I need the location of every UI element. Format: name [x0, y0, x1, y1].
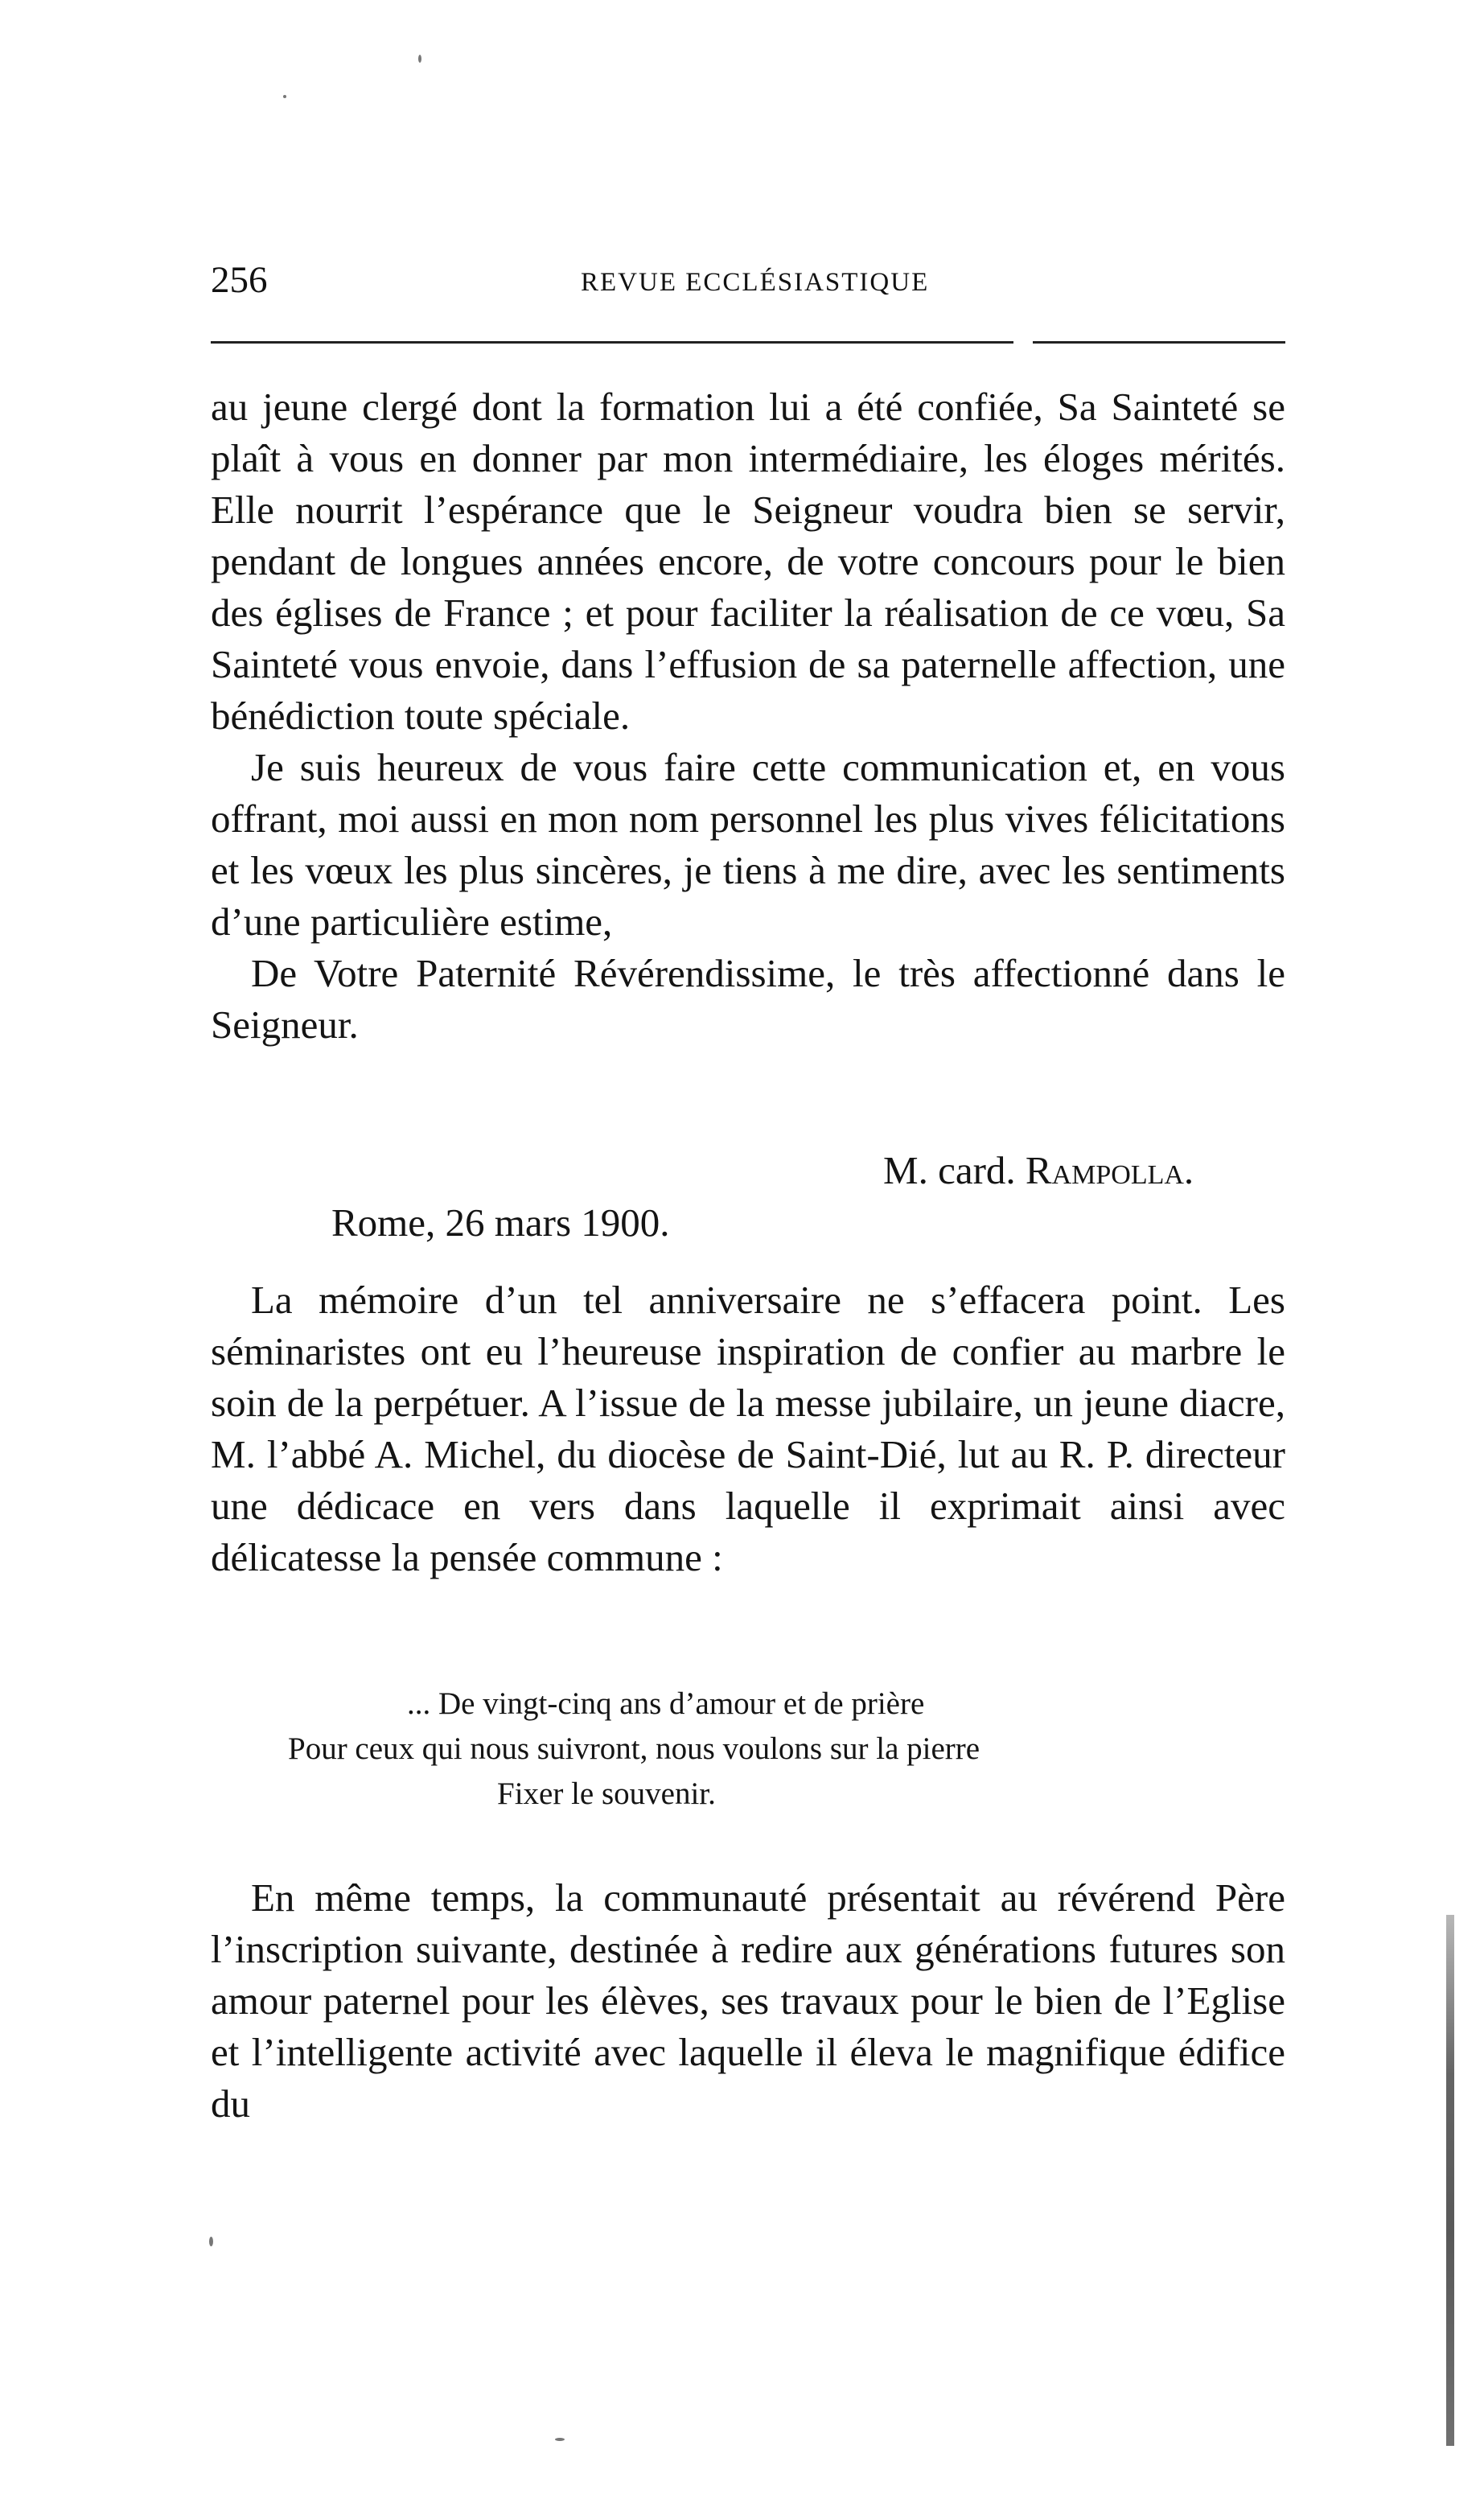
scan-speck	[209, 2237, 213, 2246]
verse-quote	[211, 1682, 1285, 1817]
page-number: 256	[211, 259, 268, 301]
verse-line-2: Pour ceux qui nous suivront, nous voulons sur la pierre	[288, 1731, 980, 1766]
header-rule-gap	[1013, 340, 1033, 346]
verse-line-3: Fixer le souvenir.	[497, 1776, 716, 1811]
scan-speck	[418, 55, 421, 63]
letter-closing: De Votre Paternité Révérendissime, le très affectionné dans le Seigneur.	[211, 951, 1285, 1047]
scan-speck	[555, 2438, 565, 2441]
letter-paragraph-1: au jeune clergé dont la formation lui a été confiée, Sa Sainteté se plaît à vous en donner par mon intermédiaire, les éloges mérités. Elle nourrit l’espérance que le Seigneur voudra bien se servir, pendant de longues années encore, de votre concours pour le bien des églises de France ; et pour faciliter la réalisation de ce vœu, Sa Sainteté vous envoie, dans l’effusion de sa paternelle affection, une bénédiction toute spéciale.	[211, 385, 1285, 738]
signature-name: Rampolla	[1025, 1148, 1184, 1192]
narrative-section	[211, 1274, 1285, 1583]
scan-speck	[283, 95, 286, 98]
verse-line-1: ... De vingt-cinq ans d’amour et de prière	[407, 1686, 925, 1721]
letter-paragraph-2: Je suis heureux de vous faire cette communication et, en vous offrant, moi aussi en mon nom personnel les plus vives félicitations et les vœux les plus sincères, je tiens à me dire, avec les sentiments d’une particulière estime,	[211, 745, 1285, 944]
page-edge-shadow	[1446, 1915, 1454, 2446]
inscription-paragraph: En même temps, la communauté présentait au révérend Père l’inscription suivante, destinée à redire aux générations futures son amour paternel pour les élèves, ses travaux pour le bien de l’Eglise et l’intelligente activité avec laquelle il éleva le magnifique édifice du	[211, 1875, 1285, 2126]
running-head: REVUE ECCLÉSIASTIQUE	[581, 268, 930, 297]
inscription-section	[211, 1872, 1285, 2130]
dateline: Rome, 26 mars 1900.	[331, 1200, 670, 1245]
signature-prefix: M. card.	[883, 1148, 1026, 1192]
page-header	[211, 256, 1285, 304]
letter-body	[211, 381, 1285, 1051]
signature	[883, 1145, 1194, 1196]
narrative-paragraph-1: La mémoire d’un tel anniversaire ne s’effacera point. Les séminaristes ont eu l’heureuse inspiration de confier au marbre le soin de la perpétuer. A l’issue de la messe jubilaire, un jeune diacre, M. l’abbé A. Michel, du diocèse de Saint-Dié, lut au R. P. directeur une dédicace en vers dans laquelle il exprimait ainsi avec délicatesse la pensée commune :	[211, 1278, 1285, 1579]
signature-suffix: .	[1183, 1148, 1194, 1192]
header-rule	[211, 341, 1285, 344]
